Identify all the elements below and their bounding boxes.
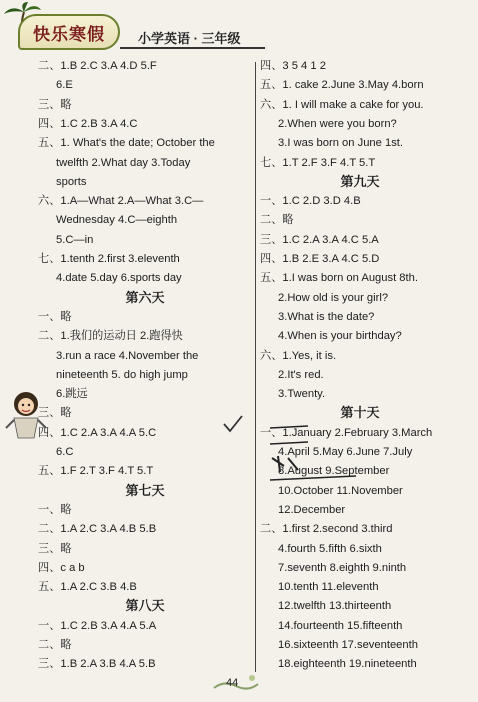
answer-line: 一、1.C 2.D 3.D 4.B	[260, 195, 361, 208]
answer-line: 四、3 5 4 1 2	[260, 60, 326, 72]
answer-line: 18.eighteenth 19.nineteenth	[278, 658, 417, 671]
answer-line: 3.Twenty.	[278, 388, 326, 401]
answer-line: 六、1. I will make a cake for you.	[260, 98, 424, 111]
page-number: 44	[226, 677, 239, 689]
answer-line: 三、1.C 2.A 3.A 4.C 5.A	[260, 233, 379, 246]
answer-line: 12.twelfth 13.thirteenth	[278, 600, 392, 613]
answer-line: 3.run a race 4.November the	[56, 349, 199, 362]
answer-line: 二、1.first 2.second 3.third	[260, 523, 393, 536]
section-heading: 第八天	[125, 598, 165, 614]
brand-banner	[18, 14, 120, 50]
answer-line: 四、1.B 2.E 3.A 4.C 5.D	[260, 253, 380, 265]
answer-line: 二、1.我们的运动日 2.跑得快	[38, 330, 183, 343]
answer-line: 三、略	[38, 542, 72, 555]
answer-line: 五、1. What's the date; October the	[38, 137, 215, 150]
answer-line: 一、1.C 2.B 3.A 4.A 5.A	[38, 619, 157, 632]
header-rule	[120, 47, 265, 49]
answer-line: 一、略	[38, 310, 72, 323]
answer-line: 14.fourteenth 15.fifteenth	[278, 619, 403, 632]
answer-line: 五、1.F 2.T 3.F 4.T 5.T	[38, 465, 154, 478]
answer-line: 2.It's red.	[278, 368, 324, 381]
section-heading: 第九天	[340, 173, 380, 189]
answer-line: 七、1.tenth 2.first 3.eleventh	[38, 253, 180, 265]
answer-line: 10.tenth 11.eleventh	[278, 581, 379, 594]
answer-line: Wednesday 4.C—eighth	[56, 214, 178, 227]
answer-line: 4.fourth 5.fifth 6.sixth	[278, 542, 382, 555]
answer-line: 四、1.C 2.B 3.A 4.C	[38, 117, 138, 130]
section-heading: 第六天	[125, 289, 165, 305]
answer-line: 6.C	[56, 446, 74, 458]
answer-line: 七、1.T 2.F 3.F 4.T 5.T	[260, 156, 376, 169]
answer-line: 4.date 5.day 6.sports day	[56, 272, 182, 285]
answer-line: 五、1.I was born on August 8th.	[260, 272, 418, 285]
handwritten-scribble-icon	[268, 418, 358, 500]
answer-line: 六、1.A—What 2.A—What 3.C—	[38, 195, 204, 208]
mascot-girl-icon	[4, 388, 48, 442]
section-heading: 第十天	[340, 405, 380, 421]
answer-line: 5.C—in	[56, 233, 94, 246]
answer-line: twelfth 2.What day 3.Today	[56, 156, 191, 169]
answer-line: 2.When were you born?	[278, 117, 397, 130]
answer-line: 16.sixteenth 17.seventeenth	[278, 639, 418, 651]
answer-line: 一、1.January 2.February 3.March	[260, 426, 433, 439]
answer-line: 四、1.C 2.A 3.A 4.A 5.C	[38, 426, 157, 439]
section-heading: 第七天	[125, 482, 165, 498]
answer-line: 二、略	[260, 214, 294, 227]
answer-line: 4.When is your birthday?	[278, 330, 402, 343]
brand-title: 快乐寒假	[33, 24, 105, 44]
answer-line: 8.August 9.September	[278, 465, 390, 478]
page-subtitle: 小学英语 · 三年级	[138, 31, 241, 46]
answer-line: 6.E	[56, 79, 73, 92]
answer-line: 二、略	[38, 639, 72, 651]
answer-line: 三、略	[38, 98, 72, 111]
answer-line: 4.April 5.May 6.June 7.July	[278, 446, 413, 458]
answer-line: 五、1. cake 2.June 3.May 4.born	[260, 79, 424, 92]
answer-line: 12.December	[278, 503, 346, 516]
answer-line: nineteenth 5. do high jump	[56, 368, 188, 381]
answer-line: 10.October 11.November	[278, 484, 403, 497]
answer-line: 二、1.B 2.C 3.A 4.D 5.F	[38, 60, 157, 72]
answer-line: 五、1.A 2.C 3.B 4.B	[38, 581, 137, 594]
answer-line: 四、c a b	[38, 561, 85, 574]
answer-line: 三、1.B 2.A 3.B 4.A 5.B	[38, 658, 156, 671]
answer-line: 6.跳远	[56, 388, 88, 401]
answer-line: 3.I was born on June 1st.	[278, 137, 404, 150]
column-divider	[255, 62, 256, 672]
answer-line: 一、略	[38, 503, 72, 516]
handwritten-check-icon	[222, 414, 244, 434]
answer-line: 7.seventh 8.eighth 9.ninth	[278, 561, 407, 574]
answer-line: 2.How old is your girl?	[278, 291, 389, 304]
answer-line: 二、1.A 2.C 3.A 4.B 5.B	[38, 523, 157, 536]
answer-line: 三、略	[38, 407, 72, 420]
answer-line: 六、1.Yes, it is.	[260, 349, 337, 362]
answer-line: 3.What is the date?	[278, 310, 375, 323]
answer-line: sports	[56, 175, 87, 188]
